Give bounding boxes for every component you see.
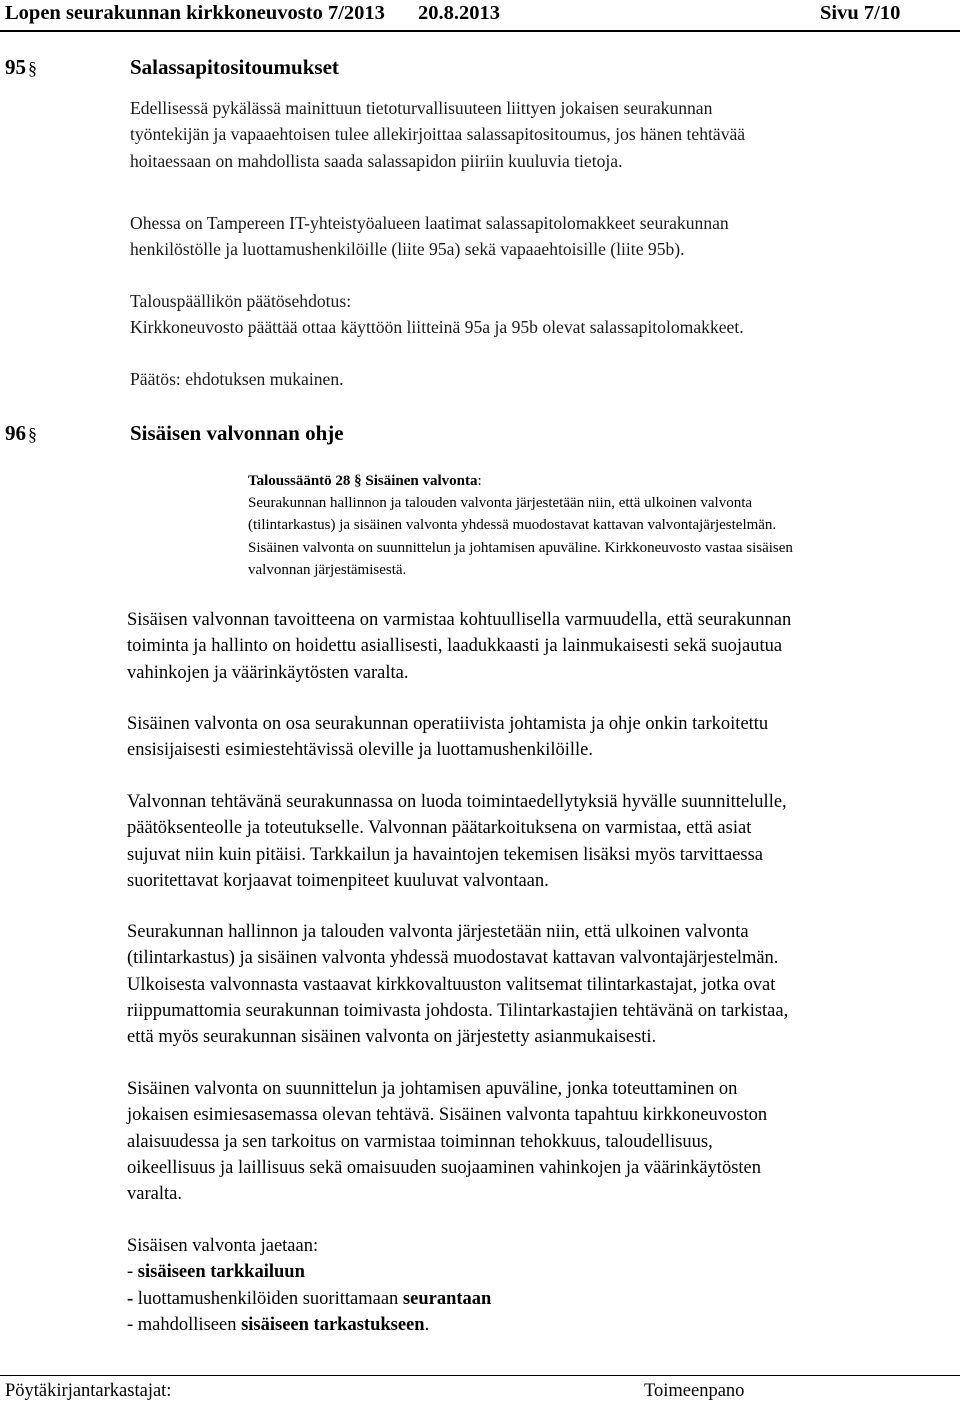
paragraph	[127, 789, 787, 894]
list-bullet: -	[127, 1262, 138, 1283]
section-title: Salassapitositoumukset	[130, 55, 339, 79]
text-line: suoritettavat korjaavat toimenpiteet kuuluvat valvontaan.	[127, 870, 549, 891]
text-line: Seurakunnan hallinnon ja talouden valvonta järjestetään niin, että ulkoinen valvonta	[248, 495, 753, 512]
text-line: alaisuudessa ja sen tarkoitus on varmistaa toiminnan tehokkuus, taloudellisuus,	[127, 1131, 713, 1152]
decision-proposal	[130, 288, 744, 341]
decision	[130, 366, 344, 392]
text-line: Seurakunnan hallinnon ja talouden valvonta järjestetään niin, että ulkoinen valvonta	[127, 922, 749, 942]
quote-heading-b: Sisäinen valvonta	[365, 473, 478, 489]
division-list	[127, 1233, 491, 1338]
text-line: Ohessa on Tampereen IT-yhteistyöalueen laatimat salassapitolomakkeet seurakunnan	[130, 213, 729, 233]
paragraph	[127, 607, 791, 686]
quote-heading-a: Taloussääntö 28	[248, 473, 351, 489]
section-sign-icon: §	[28, 424, 37, 444]
text-line: Sisäinen valvonta on osa seurakunnan operatiivista johtamista ja ohje onkin tarkoitettu	[127, 714, 769, 734]
text-line: (tilintarkastus) ja sisäinen valvonta yhdessä muodostavat kattavan valvontajärjestelmän.	[127, 948, 779, 969]
text-line: valvonnan järjestämisestä.	[248, 561, 407, 578]
header-rule	[0, 30, 960, 32]
text-line: vahinkojen ja väärinkäytösten varalta.	[127, 662, 409, 683]
text-line: varalta.	[127, 1184, 182, 1205]
section-sign-icon: §	[350, 473, 366, 489]
text-line: Sisäisen valvonnan tavoitteena on varmistaa kohtuullisella varmuudella, että seurakunnan	[127, 610, 792, 630]
quote-heading-colon: :	[477, 473, 482, 489]
text-line: Päätös: ehdotuksen mukainen.	[130, 369, 344, 389]
text-line: Sisäinen valvonta on suunnittelun ja johtamisen apuväline, jonka toteuttaminen on	[127, 1079, 738, 1099]
list-item-bold: sisäiseen tarkkailuun	[137, 1262, 305, 1283]
text-line: riippumattomia seurakunnan toimivasta johdosta. Tilintarkastajien tehtävänä on tarkistaa,	[127, 1000, 789, 1021]
text-line: Sisäinen valvonta on suunnittelun ja johtamisen apuväline. Kirkkoneuvosto vastaa sisäisen	[248, 539, 793, 556]
list-item-text: mahdolliseen	[137, 1314, 242, 1335]
list-bullet: -	[127, 1314, 138, 1335]
text-line: toiminta ja hallinto on hoidettu asiallisesti, laadukkaasti ja lainmukaisesti sekä suojautua	[127, 636, 783, 657]
section-number: 96	[5, 421, 26, 445]
header-title: Lopen seurakunnan kirkkoneuvosto 7/2013	[5, 2, 385, 24]
paragraph	[127, 711, 768, 764]
paragraph	[127, 1076, 767, 1207]
footer-minutes-checkers: Pöytäkirjantarkastajat:	[5, 1381, 172, 1401]
regulation-quote	[248, 470, 793, 581]
text-line: Talouspäällikön päätösehdotus:	[130, 291, 352, 311]
list-intro: Sisäisen valvonta jaetaan:	[127, 1236, 319, 1256]
text-line: päätöksenteolle ja toteutukselle. Valvonnan päätarkoituksena on varmistaa, että asiat	[127, 818, 752, 839]
text-line: ensisijaisesti esimiestehtävissä oleville ja luottamushenkilöille.	[127, 740, 594, 761]
list-bullet: -	[127, 1288, 138, 1309]
list-item	[127, 1286, 491, 1312]
text-line: Valvonnan tehtävänä seurakunnassa on luoda toimintaedellytyksiä hyvälle suunnittelulle,	[127, 792, 787, 812]
list-item	[127, 1259, 491, 1285]
section-title: Sisäisen valvonnan ohje	[130, 421, 344, 445]
text-line: että myös seurakunnan sisäinen valvonta on järjestetty asianmukaisesti.	[127, 1027, 657, 1048]
quote-heading	[248, 470, 793, 492]
text-line: oikeellisuus ja laillisuus sekä omaisuuden suojaaminen vahinkojen ja väärinkäytösten	[127, 1157, 761, 1178]
footer-rule	[0, 1375, 960, 1376]
section-96-number-row	[5, 421, 37, 446]
section-sign-icon: §	[28, 58, 37, 78]
section-95-number-row	[5, 55, 37, 80]
text-line: hoitaessaan on mahdollista saada salassapidon piiriin kuuluvia tietoja.	[130, 150, 623, 171]
header-date: 20.8.2013	[418, 2, 500, 24]
paragraph	[130, 95, 745, 174]
text-line: työntekijän ja vapaaehtoisen tulee allekirjoittaa salassapitositoumus, jos hänen tehtävää	[130, 124, 746, 145]
list-item-bold: seurantaan	[402, 1288, 492, 1309]
list-item	[127, 1312, 491, 1338]
section-number: 95	[5, 55, 26, 79]
text-line: Edellisessä pykälässä mainittuun tietoturvallisuuteen liittyen jokaisen seurakunnan	[130, 98, 713, 118]
text-line: sujuvat niin kuin pitäisi. Tarkkailun ja havaintojen tekemisen lisäksi myös tarvittaessa	[127, 844, 763, 865]
footer-implementation: Toimeenpano	[644, 1381, 745, 1401]
text-line: Kirkkoneuvosto päättää ottaa käyttöön liitteinä 95a ja 95b olevat salassapitolomakkeet.	[130, 317, 744, 338]
paragraph	[130, 210, 729, 263]
text-line: jokaisen esimiesasemassa olevan tehtävä. Sisäinen valvonta tapahtuu kirkkoneuvoston	[127, 1105, 768, 1126]
list-item-text: luottamushenkilöiden suorittamaan	[137, 1288, 403, 1309]
list-item-bold: sisäiseen tarkastukseen	[241, 1314, 425, 1335]
text-line: (tilintarkastus) ja sisäinen valvonta yhdessä muodostavat kattavan valvontajärjestelmän.	[248, 517, 777, 534]
list-item-suffix: .	[424, 1314, 430, 1335]
text-line: Ulkoisesta valvonnasta vastaavat kirkkovaltuuston valitsemat tilintarkastajat, jotka ovat	[127, 974, 776, 995]
text-line: henkilöstölle ja luottamushenkilöille (liite 95a) sekä vapaaehtoisille (liite 95b).	[130, 239, 685, 260]
header-page-number: Sivu 7/10	[820, 2, 901, 24]
paragraph	[127, 919, 788, 1050]
